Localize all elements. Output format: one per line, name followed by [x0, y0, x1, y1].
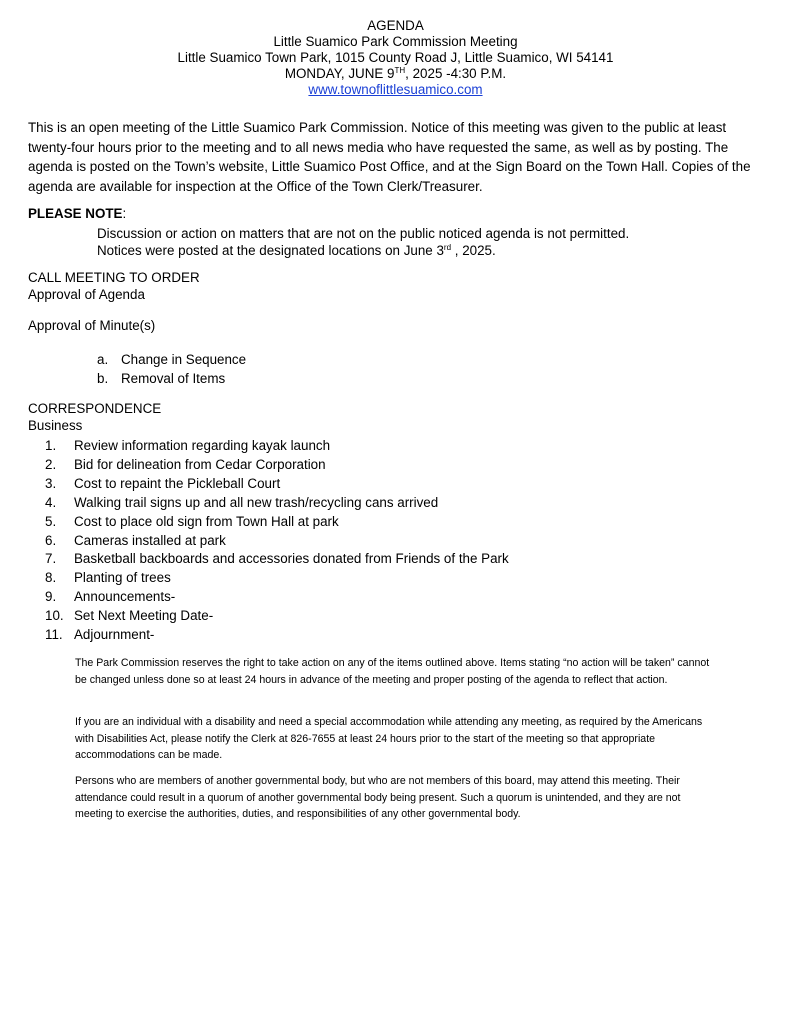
item-text: Cost to place old sign from Town Hall at park — [74, 513, 339, 529]
item-number: 11. — [45, 627, 63, 643]
item-text: Basketball backboards and accessories donated from Friends of the Park — [74, 551, 509, 567]
item-number: 8. — [45, 570, 57, 586]
item-number: 4. — [45, 494, 57, 510]
business-item — [45, 626, 509, 645]
list-item-text: Change in Sequence — [121, 352, 247, 367]
business-item — [45, 569, 509, 588]
meeting-date-time: , 2025 -4:30 P.M. — [405, 66, 507, 81]
business-item — [45, 588, 509, 607]
item-text: Adjournment- — [74, 627, 155, 643]
agenda-header — [0, 18, 791, 98]
please-note-heading — [28, 206, 126, 222]
item-number: 9. — [45, 589, 57, 605]
quorum-notice: Persons who are members of another governmental body, but who are not members of this board, may attend this meeting. Their attendance could result in a quorum of another governmental body being present. Such a quorum is unintended, and they are not meeting to exercise the authorities, duties, and responsibilities of any other governmental body. — [75, 775, 681, 820]
list-item-text: Removal of Items — [121, 371, 226, 386]
please-note-line-2-end: , 2025. — [451, 243, 496, 258]
business-item — [45, 494, 509, 513]
meeting-date-sup: TH — [394, 66, 406, 75]
action-notice: The Park Commission reserves the right to take action on any of the items outlined above. Items stating “no action will be taken” cannot be changed unless done so at least 24 hours in advance of the meeting and proper posting of the agenda to reflect that action. — [75, 657, 710, 686]
item-number: 2. — [45, 456, 57, 472]
business-item — [45, 437, 509, 456]
list-item — [97, 369, 246, 388]
approval-of-minutes: Approval of Minute(s) — [28, 318, 156, 333]
business-heading: Business — [28, 417, 83, 433]
please-note-line-1: Discussion or action on matters that are not on the public noticed agenda is not permitted. — [97, 226, 630, 241]
item-number: 5. — [45, 513, 57, 529]
item-text: Announcements- — [74, 589, 176, 605]
item-text: Set Next Meeting Date- — [74, 608, 214, 624]
meeting-date-main: MONDAY, JUNE 9 — [284, 66, 395, 81]
business-item — [45, 513, 509, 532]
please-note-label: PLEASE NOTE — [28, 206, 123, 221]
correspondence-group — [28, 401, 161, 434]
business-item — [45, 607, 509, 626]
please-note-body — [97, 225, 629, 259]
accessibility-notice: If you are an individual with a disability and need a special accommodation while attending any meeting, as required by the Americans with Disabilities Act, please notify the Clerk at 826-7655 at least 24 hours prior to the start of the meeting so that appropriate accommodations can be made. — [75, 716, 703, 761]
item-number: 1. — [45, 438, 57, 453]
meeting-date — [0, 66, 791, 82]
sequence-sub-list — [97, 350, 246, 388]
intro-paragraph: This is an open meeting of the Little Suamico Park Commission. Notice of this meeting was given to the public at least twenty-four hours prior to the meeting and to all news media who have requested the same, as well as by posting. The agenda is posted on the Town’s website, Little Suamico Post Office, and at the Sign Board on the Town Hall. Copies of the agenda are available for inspection at the Office of the Town Clerk/Treasurer. — [28, 120, 751, 194]
website-link[interactable]: www.townoflittlesuamico.com — [308, 82, 483, 97]
business-list — [45, 437, 509, 645]
list-marker: a. — [97, 352, 109, 367]
item-number: 7. — [45, 551, 57, 567]
item-number: 6. — [45, 532, 57, 548]
meeting-location: Little Suamico Town Park, 1015 County Road J, Little Suamico, WI 54141 — [177, 50, 614, 65]
item-text: Review information regarding kayak launch — [74, 438, 331, 453]
please-note-colon: : — [122, 206, 127, 221]
item-number: 10. — [45, 608, 64, 624]
meeting-name: Little Suamico Park Commission Meeting — [273, 34, 518, 49]
item-text: Walking trail signs up and all new trash/recycling cans arrived — [74, 494, 439, 510]
please-note-line-2 — [97, 242, 629, 259]
list-marker: b. — [97, 371, 109, 386]
item-text: Cameras installed at park — [74, 532, 226, 548]
business-item — [45, 532, 509, 551]
call-to-order-group — [28, 270, 200, 303]
item-text: Planting of trees — [74, 570, 171, 586]
business-item — [45, 475, 509, 494]
correspondence-heading: CORRESPONDENCE — [28, 401, 162, 416]
business-item — [45, 456, 509, 475]
please-note-line-2-main: Notices were posted at the designated locations on June 3 — [97, 243, 444, 258]
call-to-order-heading: CALL MEETING TO ORDER — [28, 270, 200, 285]
list-item — [97, 350, 246, 369]
business-item — [45, 550, 509, 569]
agenda-title: AGENDA — [367, 18, 424, 33]
please-note-line-2-sup: rd — [443, 243, 452, 252]
item-text: Bid for delineation from Cedar Corporation — [74, 456, 326, 472]
item-number: 3. — [45, 475, 57, 491]
item-text: Cost to repaint the Pickleball Court — [74, 475, 281, 491]
approval-of-agenda: Approval of Agenda — [28, 286, 145, 302]
